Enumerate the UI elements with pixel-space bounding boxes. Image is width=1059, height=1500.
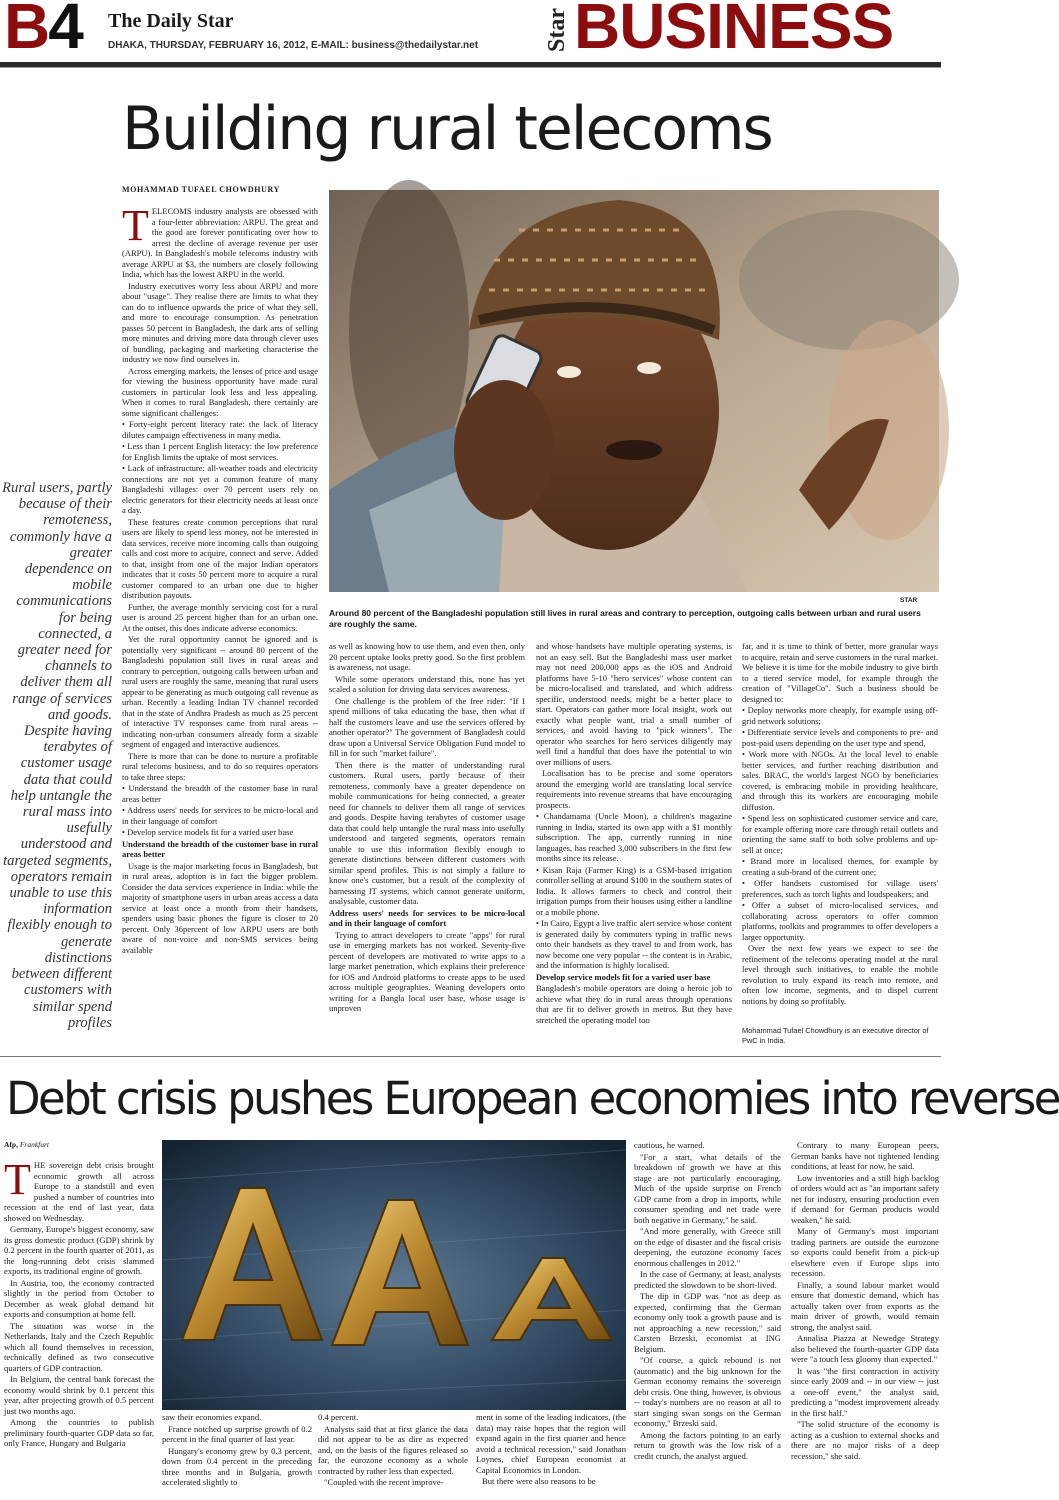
paragraph: The dip in GDP was "not as deep as expected, confirming that the German economy only took a growth pause and is not approaching a new recession," said Carsten Brzeski, economist at ING Belgium. <box>634 1291 781 1354</box>
photo-caption: Around 80 percent of the Bangladeshi population still lives in rural areas and contrary to perception, outgoing calls between urban and rural users are roughly the same. <box>329 608 921 629</box>
paragraph: France notched up surprise growth of 0.2 percent in the final quarter of last year. <box>162 1423 312 1444</box>
author-note: Mohammad Tufael Chowdhury is an executive director of PwC in India. <box>742 1026 929 1045</box>
paragraph: Many of Germany's most important trading partners are outside the eurozone so exports could benefit from a pick-up elsewhere even if Europe slips into recession. <box>791 1226 939 1278</box>
bullet-item: • Chandamama (Uncle Moon), a children's magazine running in India, started its own app with a $1 monthly subscription. The app, currently running in nine languages, has reached 3,000 subscribers in the first few months since its release. <box>536 811 732 863</box>
paragraph: ment in some of the leading indicators, (the data) may raise hopes that the region will expand again in the first quarter and hence avoid a technical recession," said Jonathan Loynes, chief European economist at Capital Economics in London. <box>476 1412 626 1475</box>
paragraph: Bangladesh's mobile operators are doing a heroic job to achieve what they do in rural areas through operations that are fit to deliver growth in metros. But they have stretched the operating model too <box>536 983 732 1025</box>
article1-column-2 <box>329 641 525 1048</box>
article2-column-2 <box>162 1412 312 1500</box>
article2-column-4 <box>476 1412 626 1500</box>
subheading: Develop service models fit for a varied user base <box>536 971 711 982</box>
article2-column-6 <box>791 1140 939 1500</box>
paragraph: Low inventories and a still high backlog of orders would act as "an important safety net for industry, ensuring production even if demand for German products would weaken," he said. <box>791 1172 939 1225</box>
drop-cap: T <box>4 1155 31 1204</box>
bullet-item: • Understand the breadth of the customer base in rural areas better <box>122 783 318 804</box>
bullet-item: • Offer handsets customised for village users' preferences, such as torch lights and loudspeakers; and <box>742 878 938 899</box>
paragraph: There is more that can be done to nurture a profitable rural telecoms business, and to do so requires operators to take three steps: <box>122 750 318 782</box>
bullet-item: • Differentiate service levels and components to pre- and post-paid users depending on the user type and spend, <box>742 727 938 748</box>
paragraph: Industry executives worry less about ARPU and more about "usage". They realise there are limits to what they can do to influence upwards the price of what they sell, and more to encourage consumption. As penetration passes 50 percent in Bangladesh, the dark arts of selling more minutes and driving more data through clever uses of bundling, packaging and marketing characterise the industry we now find ourselves in. <box>122 280 318 364</box>
dateline: DHAKA, THURSDAY, FEBRUARY 16, 2012, E-MAIL: business@thedailystar.net <box>108 40 479 51</box>
paragraph: cautious, he warned. <box>634 1140 705 1150</box>
byline-article2: Afp, Frankfurt <box>4 1140 50 1149</box>
paragraph: 0.4 percent. <box>318 1412 359 1422</box>
paragraph: These features create common perceptions that rural users are likely to spend less money, not be interested in data services, receive more incoming calls than outgoing calls and cost more to acquire, connect and serve. Added to that, insight from one of the major Indian operators indicates that it costs 50 percent more to acquire a rural customer compared to an urban one due to higher distribution payouts. <box>122 516 318 600</box>
paragraph: HE sovereign debt crisis brought economic growth all across Europe to a standstill and even pushed a number of countries into recession at the end of last year, data showed on Wednesday. <box>4 1160 154 1223</box>
paragraph: saw their economies expand. <box>162 1412 262 1422</box>
paragraph: In Austria, too, the economy contracted slightly in the period from October to December as weak global demand hit exports and consumption at home fell. <box>4 1277 154 1319</box>
paragraph: The situation was worse in the Netherlands, Italy and the Czech Republic which all found themselves in recession, technically defined as two consecutive quarters of GDP contraction. <box>4 1320 154 1373</box>
paragraph: Hungary's economy grew by 0.3 percent, down from 0.4 percent in the preceding three months and in Bulgaria, growth accelerated slightly to <box>162 1445 312 1487</box>
paper-name: The Daily Star <box>108 10 234 32</box>
bullet-item: • In Cairo, Egypt a live traffic alert service whose content is generated daily by commuters typing in traffic news onto their handsets as they travel to and from work, has now become one very popular -- the content is in Arabic, and the information is highly localised. <box>536 918 732 970</box>
pull-quote: Rural users, partly because of their remoteness, commonly have a greater dependence on mobile communications for being connected, a greater need for channels to deliver them all range of services and goods. Despite having terabytes of customer usage data that could help untangle the rural mass into usefully understood and targeted segments, operators remain unable to use this information flexibly enough to generate distinctions between different customers with similar spend profiles <box>2 480 112 1031</box>
bullet-item: • Deploy networks more cheaply, for example using off-grid network solutions; <box>742 705 938 726</box>
paragraph: Over the next few years we expect to see the refinement of the telecoms operating model at the rural level through such initiatives, to enable the mobile revolution to truly expand its reach into remote, and often low income, segments, and to dispel current notions by doing so profitably. <box>742 943 938 1006</box>
paragraph: far, and it is time to think of better, more granular ways to acquire, retain and serve customers in the rural market. We believe it is time for the mobile industry to give birth to a tiered service model, for example through the creation of "VillageCo". Such a business should be designed to: <box>742 641 938 704</box>
paragraph: One challenge is the problem of the free rider: "If I spend millions of taka educating the base, then what if half the customers leave and use the services offered by another operator?" The government of Bangladesh could draw upon a Universal Service Obligation Fund model to fill in for such "market failure". <box>329 695 525 758</box>
star-logo-text: Star <box>544 8 570 52</box>
bullet-item: • Forty-eight percent literacy rate: the lack of literacy dilutes campaign effectiveness in many media. <box>122 419 318 440</box>
location: Frankfurt <box>19 1140 50 1149</box>
paragraph: Analysts said that at first glance the data did not appear to be as dire as expected and, on the basis of the figures released so far, the eurozone economy as a whole contracted by rather less than expected. <box>318 1423 468 1476</box>
paragraph: and whose handsets have multiple operating systems, is not an easy sell. But the Bangladeshi mass user market may not need 200,000 apps as the iOS and Android platforms have 5-10 "hero services" whose content can be micro-localised and translated, and which address specific, understood needs, might be a better place to start. Operators can gather more local insight, work out exactly what people want, trial a small number of services, and avoid having to "pick winners". The operator who searches for hero services diligently may well find a handful that does have the potential to win over millions of users. <box>536 641 732 767</box>
photo-aaa-letters <box>162 1140 626 1410</box>
article2-column-1 <box>4 1155 154 1500</box>
article1-column-4 <box>742 641 938 1048</box>
paragraph: Germany, Europe's biggest economy, saw its gross domestic product (GDP) shrink by 0.2 percent in the fourth quarter of 2011, as the long-running debt crisis slammed exports, its traditional engine of growth. <box>4 1224 154 1276</box>
bullet-item: • Spend less on sophisticated customer service and care, for example offering more care through retail outlets and orienting the same staff to both solve problems and up-sell at once; <box>742 813 938 855</box>
top-rule <box>0 62 941 68</box>
paragraph: Among the factors pointing to an early return to growth was the low risk of a credit crunch, the analyst argued. <box>634 1429 781 1461</box>
headline-article2: Debt crisis pushes European economies into reverse <box>6 1072 1059 1125</box>
bullet-item: • Brand more in localised themes, for example by creating a sub-brand of the current one; <box>742 856 938 877</box>
subheading: Address users' needs for services to be micro-local and in their language of comfort <box>329 907 525 928</box>
paragraph: Among the countries to publish preliminary fourth-quarter GDP data so far, only France, Hungary and Bulgaria <box>4 1417 154 1448</box>
byline-article1: MOHAMMAD TUFAEL CHOWDHURY <box>122 185 280 194</box>
agency: Afp <box>4 1140 17 1149</box>
paragraph: Yet the rural opportunity cannot be ignored and is potentially very significant -- around 80 percent of the Bangladeshi population still lives in rural areas and contrary to perception, outgoing calls between urban and rural users are roughly the same, meaning that rural users appear to be generating as much outgoing call revenue as urban. Recently a leading Indian TV channel recorded that in the state of Andhra Pradesh as much as 25 percent of interactive TV responses came from rural areas -- indicating non-urban consumers already form a sizable segment of engaged and interactive audiences. <box>122 634 318 749</box>
drop-cap: T <box>122 201 149 250</box>
paragraph: Then there is the matter of understanding rural customers. Rural users, partly because of their remoteness, commonly have a greater dependence on mobile communications for being connected, a greater need for channels to deliver them all range of services and goods. Despite having terabytes of customer usage data that could help untangle the rural mass into usefully understood and targeted segments, operators remain unable to use this information flexibly enough to generate distinctions between different customers with similar spend profiles. This is not simply a failure to know one's customer, but a result of the complexity of harnessing IT systems, which cannot generate uniform, analysable, customer data. <box>329 759 525 906</box>
paragraph: Contrary to many European peers, German banks have not tightened lending conditions, at least for now, he said. <box>791 1140 939 1171</box>
bullet-item: • Address users' needs for services to be micro-local and in their language of comfort <box>122 805 318 826</box>
paragraph: In Belgium, the central bank forecast the economy would shrink by 0.1 percent this year, after projecting growth of 0.5 percent just two months ago. <box>4 1374 154 1416</box>
paragraph: Finally, a sound labour market would ensure that domestic demand, which has actually taken over from exports as the main driver of growth, would remain strong, the analyst said. <box>791 1279 939 1332</box>
bullet-item: • Lack of infrastructure: all-weather roads and electricity connections are not yet a common feature of many Bangladeshi villages: over 70 percent users rely on electric generators for their electricity needs at least once a day. <box>122 463 318 515</box>
star-logo <box>538 6 572 54</box>
section-title: BUSINESS <box>574 0 894 62</box>
paragraph: "Coupled with the recent improve- <box>324 1477 444 1487</box>
subheading: Understand the breadth of the customer base in rural areas better <box>122 838 318 859</box>
section-divider <box>0 1056 941 1057</box>
paragraph: "For a start, what details of the breakdown of growth we have at this stage are not particularly encouraging. Much of the upside surprise on French GDP came from a drop in imports, while consumer spending and net trade were both negative in Germany," he said. <box>634 1151 781 1225</box>
paragraph: "Of course, a quick rebound is not (automatic) and the big unknown for the German economy remains the sovereign debt crisis. One thing, however, is obvious -- today's numbers are no reason at all to start singing swan songs on the German economy," Brzeski said. <box>634 1355 781 1428</box>
headline-article1: Building rural telecoms <box>122 94 772 164</box>
paragraph: Trying to attract developers to create "apps" for rural use in emerging markets has not worked. Seventy-five percent of developers are motivated to write apps to a large market penetration, which explains their preference for iOS and Android platforms to create apps to be used across multiple geographies. Weaning developers onto writing for a Bangla local user base, whose usage is unproven <box>329 929 525 1013</box>
paragraph: While some operators understand this, none has yet scaled a solution for driving data services awareness. <box>329 673 525 694</box>
paragraph: as well as knowing how to use them, and even then, only 20 percent uptake looks pretty good. So the first problem is awareness, not usage. <box>329 641 525 672</box>
page-number: B4 <box>4 0 82 62</box>
photo-credit: STAR <box>900 597 918 604</box>
paragraph: ELECOMS industry analysts are obsessed with a four-letter abbreviation: ARPU. The great and the good are forever pontificating over how to arrest the decline of average revenue per user (ARPU). In Bangladesh's mobile telecoms industry with average ARPU at $3, the numbers are closely following India, which has the lowest ARPU in the world. <box>122 206 318 279</box>
article2-column-5 <box>634 1140 781 1500</box>
bullet-item: • Offer a subset of micro-localised services, and collaborating across operators to offer common platforms, toolkits and programmes to offer developers a larger opportunity. <box>742 900 938 942</box>
bullet-item: • Work more with NGOs. At the local level to enable better services, and further reaching distribution and sales. BRAC, the world's largest NGO by beneficiaries covered, is embracing mobile in providing healthcare, and through this its workers are encouraging mobile diffusion. <box>742 749 938 812</box>
bullet-item: • Less than 1 percent English literacy: the low preference for English limits the uptake of most services. <box>122 441 318 462</box>
paragraph: Annalisa Piazza at Newedge Strategy also believed the fourth-quarter GDP data were "a touch less gloomy than expected." <box>791 1333 939 1364</box>
bullet-item: • Develop service models fit for a varied user base <box>122 827 294 837</box>
paragraph: Localisation has to be precise and some operators around the emerging world are translating local service requirements into revenue streams that have encouraging prospects. <box>536 768 732 810</box>
paragraph: "The solid structure of the economy is acting as a cushion to external shocks and there are no major risks of a deep recession," she said. <box>791 1419 939 1461</box>
paragraph: "And more generally, with Greece still on the edge of disaster and the fiscal crisis deepening, the eurozone economy faces enormous challenges in 2012." <box>634 1226 781 1268</box>
bullet-item: • Kisan Raja (Farmer King) is a GSM-based irrigation controller selling at around $100 in the southern states of India. It allows farmers to check and control their irrigation pumps from their houses using either a landline or a mobile phone. <box>536 864 732 917</box>
paragraph: Usage is the major marketing focus in Bangladesh, but in rural areas, adoption is in fact the bigger problem. Consider the data services experience in India: while the majority of smartphone users in urban areas access a data service at least once a month from their handsets, spenders using basic phones the figure is closer to 20 percent. Only 36percent of low ARPU users are both aware of non-voice and non-SMS services being available <box>122 860 318 955</box>
paragraph: In the case of Germany, at least, analysts predicted the slowdown to be short-lived. <box>634 1269 781 1290</box>
paragraph: But there were also reasons to be <box>482 1476 596 1486</box>
article1-column-3 <box>536 641 732 1048</box>
paragraph: Further, the average monthly servicing cost for a rural user is around 25 percent higher than for an urban one. At the outset, this does indicate adverse economics. <box>122 601 318 633</box>
paragraph: It was "the first contraction in activity since early 2009 and -- in our view -- just a one-off event," the analyst said, predicting a "modest improvement already in the first half." <box>791 1365 939 1418</box>
photo-man-on-phone <box>329 190 939 592</box>
article1-column-1 <box>122 201 318 1048</box>
article2-column-3 <box>318 1412 468 1500</box>
paragraph: Across emerging markets, the lenses of price and usage for viewing the business opportunity have made rural customers in particular look less and less appealing. When it comes to rural Bangladesh, there certainly are some significant challenges: <box>122 365 318 418</box>
